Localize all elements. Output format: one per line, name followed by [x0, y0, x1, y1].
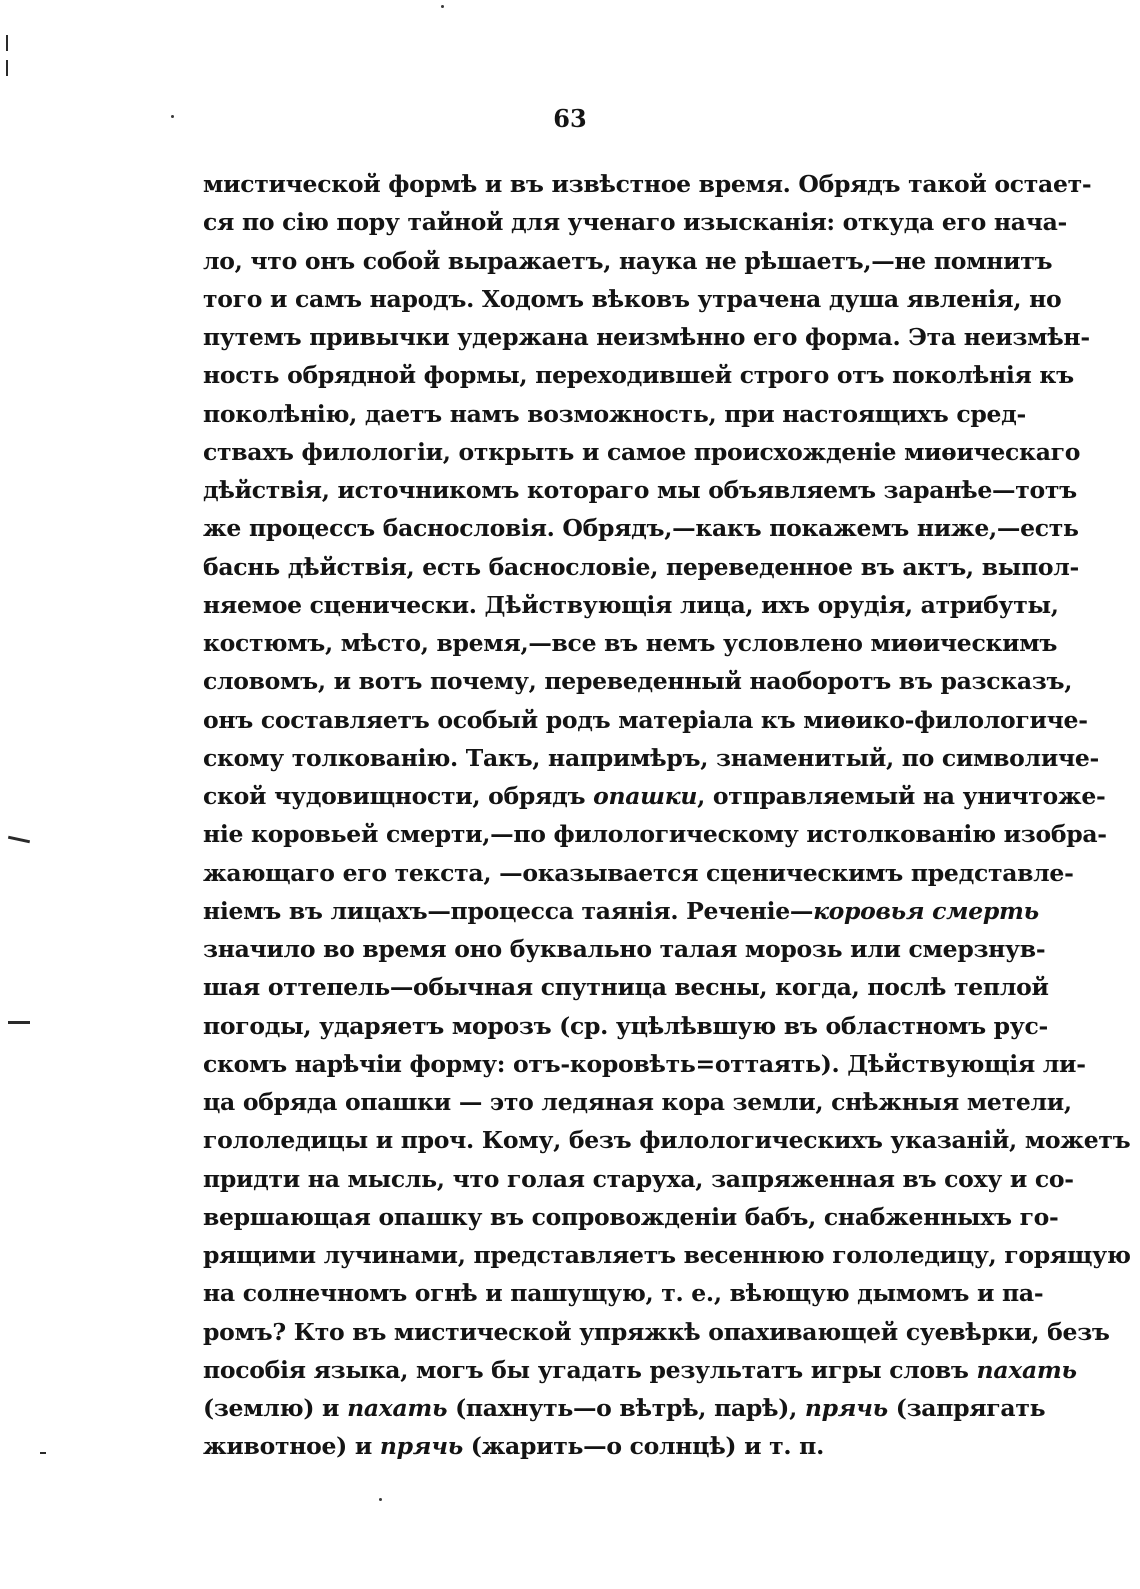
text-segment: ло, что онъ собой выражаетъ, наука не рѣшаетъ,—не помнитъ — [203, 246, 1053, 275]
text-segment: рящими лучинами, представляетъ весеннюю гололедицу, горящую — [203, 1241, 1131, 1269]
italic-term: прячь — [379, 1432, 463, 1461]
italic-term: коровья смерть — [813, 896, 1039, 925]
text-line — [203, 356, 1074, 394]
text-line — [203, 930, 1046, 968]
text-line — [203, 701, 1088, 739]
text-line — [203, 1351, 1077, 1389]
text-segment: вершающая опашку въ сопровожденіи бабъ, снабженныхъ го- — [203, 1202, 1059, 1231]
text-line — [203, 318, 1090, 356]
italic-term: прячь — [804, 1394, 888, 1422]
scan-speck — [171, 115, 174, 118]
text-segment: , отправляемый на уничтоже- — [697, 782, 1106, 810]
italic-term: пахать — [976, 1355, 1077, 1384]
text-line — [203, 624, 1058, 662]
text-segment: скомъ нарѣчіи форму: отъ-коровѣть=оттаять). Дѣйствующія ли- — [203, 1049, 1086, 1078]
text-segment: (жарить—о солнцѣ) и т. п. — [462, 1432, 824, 1461]
text-segment: дѣйствія, источникомъ котораго мы объявляемъ заранѣе—тотъ — [203, 476, 1077, 504]
text-line — [203, 1389, 1046, 1427]
text-segment: пособія языка, могъ бы угадать результатъ игры словъ — [203, 1355, 977, 1384]
text-segment: на солнечномъ огнѣ и пашущую, т. е., вѣющую дымомъ и па- — [203, 1279, 1044, 1308]
text-line — [203, 892, 1039, 930]
scan-speck — [441, 5, 444, 8]
text-line — [203, 395, 1026, 433]
text-segment: жающаго его текста, —оказывается сценическимъ представле- — [203, 858, 1074, 887]
text-segment: придти на мысль, что голая старуха, запряженная въ соху и со- — [203, 1164, 1074, 1193]
text-line — [203, 968, 1049, 1006]
text-line — [203, 433, 1081, 471]
text-segment: животное) и — [203, 1432, 380, 1461]
text-line — [203, 471, 1077, 509]
text-line — [203, 1313, 1110, 1351]
text-segment: (пахнуть—о вѣтрѣ, парѣ), — [447, 1394, 805, 1422]
scan-margin-mark — [6, 35, 8, 51]
text-line — [203, 777, 1106, 815]
text-line — [203, 662, 1073, 700]
text-segment: ніе коровьей смерти,—по филологическому истолкованію изобра- — [203, 820, 1107, 849]
text-segment: ся по сію пору тайной для ученаго изысканія: откуда его нача- — [203, 208, 1067, 237]
text-segment: (запрягать — [887, 1394, 1046, 1422]
text-segment: скому толкованію. Такъ, напримѣръ, знаменитый, по символиче- — [203, 743, 1099, 772]
text-segment: онъ составляетъ особый родъ матеріала къ миѳико-филологиче- — [203, 705, 1088, 734]
text-line — [203, 1121, 1131, 1159]
text-segment: ромъ? Кто въ мистической упряжкѣ опахивающей суевѣрки, безъ — [203, 1317, 1110, 1346]
text-line — [203, 1274, 1044, 1312]
text-segment: погоды, ударяетъ морозъ (ср. уцѣлѣвшую въ областномъ рус- — [203, 1011, 1049, 1040]
text-segment: поколѣнію, даетъ намъ возможность, при настоящихъ сред- — [203, 399, 1026, 428]
page-number: 63 — [553, 104, 587, 133]
text-segment: гололедицы и проч. Кому, безъ филологическихъ указаній, можетъ — [203, 1126, 1131, 1155]
text-line — [203, 1198, 1059, 1236]
text-segment: ца обряда опашки — это ледяная кора земли, снѣжныя метели, — [203, 1088, 1072, 1116]
text-segment: словомъ, и вотъ почему, переведенный наоборотъ въ разсказъ, — [203, 667, 1073, 696]
text-segment: того и самъ народъ. Ходомъ вѣковъ утрачена душа явленія, но — [203, 284, 1062, 313]
scan-margin-mark — [8, 836, 30, 844]
text-segment: значило во время оно буквально талая морозь или смерзнув- — [203, 935, 1046, 963]
text-line — [203, 165, 1092, 203]
text-line — [203, 586, 1059, 624]
text-segment: ской чудовищности, обрядъ — [203, 782, 594, 810]
text-line — [203, 242, 1053, 280]
text-line — [203, 203, 1067, 241]
text-segment: путемъ привычки удержана неизмѣнно его форма. Эта неизмѣн- — [203, 323, 1090, 351]
text-segment: ность обрядной формы, переходившей строго отъ поколѣнія къ — [203, 361, 1074, 390]
italic-term: опашки — [593, 782, 698, 810]
scan-margin-mark — [40, 1452, 46, 1454]
text-line — [203, 280, 1062, 318]
text-line — [203, 509, 1079, 547]
text-segment: няемое сценически. Дѣйствующія лица, ихъ орудія, атрибуты, — [203, 590, 1059, 619]
scan-margin-mark — [8, 1021, 30, 1024]
scan-speck — [379, 1498, 382, 1501]
text-segment: шая оттепель—обычная спутница весны, когда, послѣ теплой — [203, 973, 1049, 1002]
text-segment: же процессъ баснословія. Обрядъ,—какъ покажемъ ниже,—есть — [203, 514, 1079, 543]
text-line — [203, 1236, 1131, 1274]
scan-margin-mark — [6, 60, 8, 76]
body-text — [203, 165, 1131, 1466]
text-segment: (землю) и — [203, 1394, 348, 1422]
text-line — [203, 815, 1107, 853]
text-segment: костюмъ, мѣсто, время,—все въ немъ условлено миѳическимъ — [203, 629, 1058, 657]
text-line — [203, 1427, 943, 1465]
italic-term: пахать — [347, 1394, 448, 1422]
text-line — [203, 1083, 1072, 1121]
text-segment: баснь дѣйствія, есть баснословіе, переведенное въ актъ, выпол- — [203, 552, 1079, 581]
text-segment: ствахъ филологіи, открыть и самое происхожденіе миѳическаго — [203, 437, 1081, 466]
text-line — [203, 1160, 1074, 1198]
text-line — [203, 1007, 1049, 1045]
text-segment: ніемъ въ лицахъ—процесса таянія. Реченіе— — [203, 896, 814, 925]
text-line — [203, 739, 1099, 777]
text-segment: мистической формѣ и въ извѣстное время. Обрядъ такой остает- — [203, 170, 1092, 198]
text-line — [203, 548, 1079, 586]
text-line — [203, 854, 1074, 892]
text-line — [203, 1045, 1086, 1083]
